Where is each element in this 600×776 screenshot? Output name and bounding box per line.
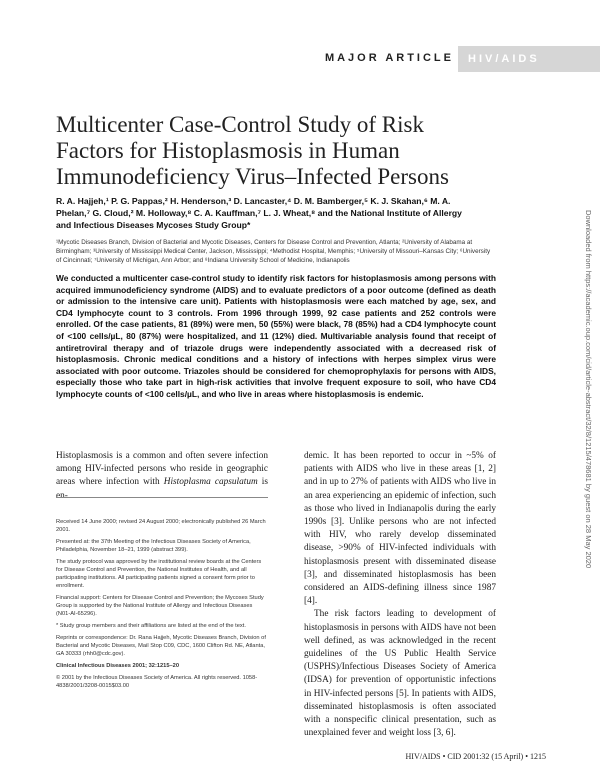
download-watermark: Downloaded from https://academic.oup.com/cid/article-abstract/32/8/1215/478681 by guest on 28 May 2020 bbox=[584, 210, 593, 569]
right-column bbox=[304, 450, 496, 740]
topic-tab: HIV/AIDS bbox=[458, 46, 600, 72]
article-type-label: MAJOR ARTICLE bbox=[324, 52, 454, 64]
presented-note: Presented at: the 37th Meeting of the Infectious Diseases Society of America, Philadelphia, November 18–21, 1999 (abstract 399). bbox=[56, 539, 251, 553]
page-footer: HIV/AIDS • CID 2001:32 (15 April) • 1215 bbox=[405, 752, 546, 761]
abstract: We conducted a multicenter case-control study to identify risk factors for histoplasmosis among persons with acquired immunodeficiency syndrome (AIDS) and to evaluate predictors of a poor outcome (defined as death or admission to the intensive care unit). Patients with histoplasmosis were each matched by age, sex, and CD4 lymphocyte count to 3 controls. From 1996 through 1999, 92 case patients and 252 controls were enrolled. Of the case patients, 81 (89%) were men, 50 (55%) were black, 78 (85%) had a CD4 lymphocyte count of <100 cells/µL, 80 (87%) were hospitalized, and 11 (12%) died. Multivariable analysis found that receipt of antiretroviral therapy and of triazole drugs were independently associated with a decreased risk of histoplasmosis. Chronic medical conditions and a history of infections with herpes simplex virus were associated with poor outcome. Triazoles should be considered for chemoprophylaxis for persons with AIDS, especially those who take part in high-risk activities that involve frequent exposure to soil, who have CD4 lymphocyte counts of <100 cells/µL, and who live in areas where histoplasmosis is endemic. bbox=[56, 273, 496, 399]
intro-paragraph bbox=[56, 450, 268, 503]
body-paragraph-1: demic. It has been reported to occur in ~5% of patients with AIDS who live in these areas [1, 2] and in up to 27% of patients with AIDS who live in an area experiencing an epidemic of infection, such as those who lived in Indianapolis during the early 1990s [3]. Unlike persons who are not infected with HIV, who rarely develop disseminated disease, >90% of HIV-infected individuals with histoplasmosis present with disseminated disease [3], and disseminated histoplasmosis has been considered an AIDS-defining illness since 1987 [4]. bbox=[304, 451, 496, 607]
body-paragraph-2: The risk factors leading to development of histoplasmosis in persons with AIDS have not been well defined, as was acknowledged in the recent guidelines of the US Public Health Service (USPHS)/Infectious Diseases Society of America (IDSA) for prevention of opportunistic infections in HIV-infected persons [5]. In patients with AIDS, disseminated histoplasmosis is often associated with a nonspecific clinical presentation, such as unexplained fever and weight loss [3, 6]. bbox=[304, 609, 496, 739]
study-group-note: * Study group members and their affiliations are listed at the end of the text. bbox=[56, 623, 246, 629]
reprints-note: Reprints or correspondence: Dr. Rana Hajjeh, Mycotic Diseases Branch, Division of Bacterial and Mycotic Diseases, Mail Stop C09, CDC, 1600 Clifton Rd. NE, Atlanta, GA 30333 (rhh0@cdc.gov). bbox=[56, 635, 266, 657]
footnotes bbox=[56, 497, 268, 694]
organism-name: Histoplasma capsulatum bbox=[163, 477, 258, 488]
author-affiliations: ¹Mycotic Diseases Branch, Division of Bacterial and Mycotic Diseases, Centers for Disease Control and Prevention, Atlanta; ²University of Alabama at Birmingham; ³University of Mississippi Medical Center, Jackson, Mississippi; ⁴Methodist Hospital, Memphis; ⁵University of Missouri–Kansas City; ⁶University of Cincinnati; ⁷University of Michigan, Ann Arbor; and ⁸Indiana University School of Medicine, Indianapolis bbox=[56, 239, 491, 264]
intro-text-start: Histoplasmosis is a common and often severe infection among HIV-infected persons who reside in geographic areas where infection with bbox=[56, 451, 268, 488]
financial-support-note: Financial support: Centers for Disease Control and Prevention; the Mycoses Study Group is supported by the National Institute of Allergy and Infectious Diseases (N01-AI-65296). bbox=[56, 595, 264, 617]
protocol-note: The study protocol was approved by the institutional review boards at the Centers for Disease Control and Prevention, the National Institutes of Health, and all participating institutions. All participating patients signed a consent form prior to enrollment. bbox=[56, 559, 262, 589]
received-note: Received 14 June 2000; revised 24 August 2000; electronically published 26 March 2001. bbox=[56, 519, 266, 533]
article-title: Multicenter Case-Control Study of Risk Factors for Histoplasmosis in Human Immunodeficiency Virus–Infected Persons bbox=[56, 112, 449, 189]
journal-citation: Clinical Infectious Diseases 2001; 32:1215–20 bbox=[56, 663, 179, 669]
author-list: R. A. Hajjeh,¹ P. G. Pappas,² H. Henderson,³ D. Lancaster,⁴ D. M. Bamberger,⁵ K. J. Skahan,⁶ M. A. Phelan,⁷ G. Cloud,² M. Holloway,⁸ C. A. Kauffman,⁷ L. J. Wheat,⁸ and the National Institute of Allergy and Infectious Diseases Mycoses Study Group* bbox=[56, 196, 462, 230]
section-header bbox=[0, 46, 600, 72]
intro-text-end: is en- bbox=[56, 477, 268, 501]
copyright-note: © 2001 by the Infectious Diseases Society of America. All rights reserved. 1058-4838/2001/3208-0015$03.00 bbox=[56, 675, 258, 689]
